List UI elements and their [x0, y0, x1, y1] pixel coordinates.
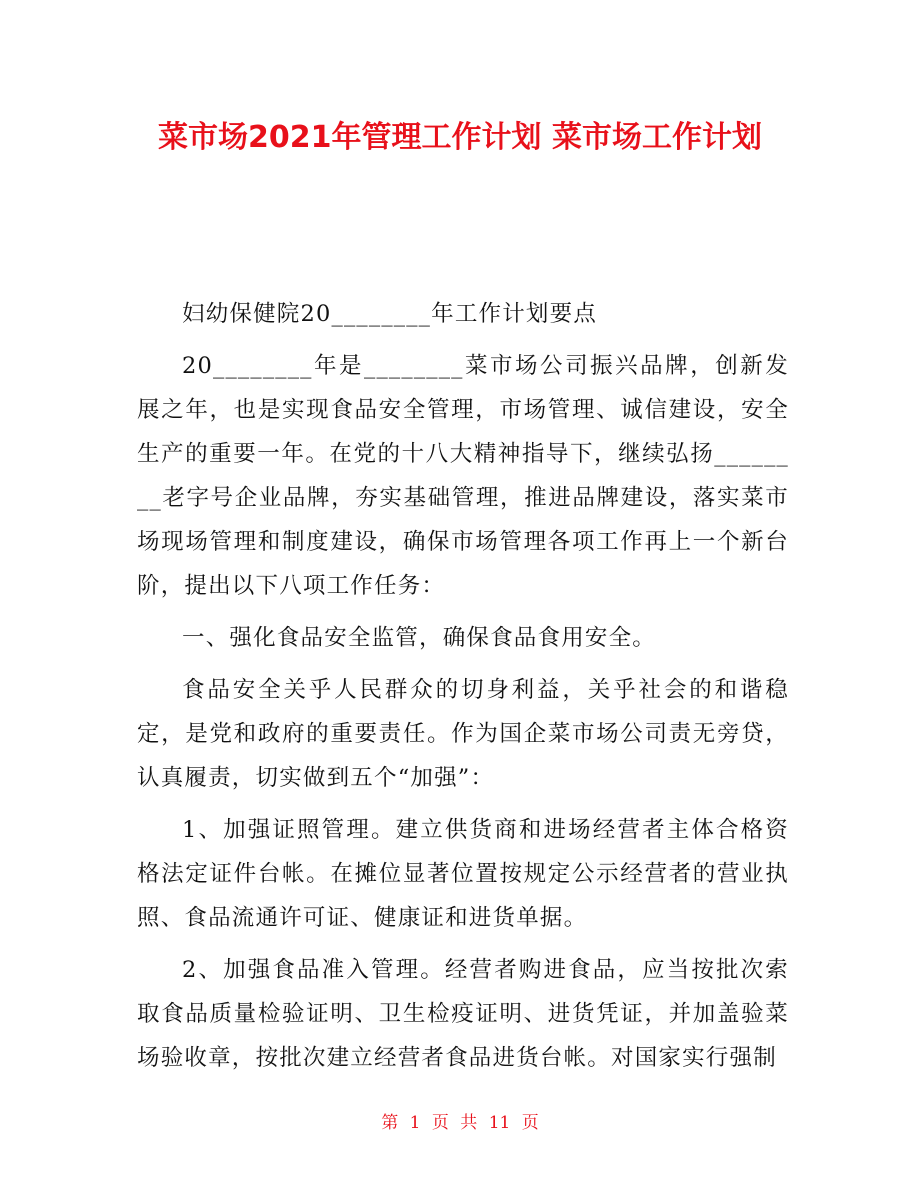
paragraph: 2、加强食品准入管理。经营者购进食品，应当按批次索取食品质量检验证明、卫生检疫证明、进货凭证，并加盖验菜场验收章，按批次建立经营者食品进货台帐。对国家实行强制	[137, 957, 789, 1071]
paragraph: 妇幼保健院20________年工作计划要点	[182, 301, 598, 327]
paragraph: 食品安全关乎人民群众的切身利益，关乎社会的和谐稳定，是党和政府的重要责任。作为国企菜市场公司责无旁贷，认真履责，切实做到五个“加强”：	[137, 677, 789, 791]
document-title: 菜市场2021年管理工作计划 菜市场工作计划	[158, 120, 762, 155]
document-body	[137, 292, 789, 1080]
page-number-footer: 第 1 页 共 11 页	[381, 1113, 539, 1133]
paragraph: 20________年是________菜市场公司振兴品牌，创新发展之年，也是实现食品安全管理，市场管理、诚信建设，安全生产的重要一年。在党的十八大精神指导下，继续弘扬________老字号企业品牌，夯实基础管理，推进品牌建设，落实菜市场现场管理和制度建设，确保市场管理各项工作再上一个新台阶，提出以下八项工作任务：	[137, 353, 789, 599]
paragraph: 1、加强证照管理。建立供货商和进场经营者主体合格资格法定证件台帐。在摊位显著位置按规定公示经营者的营业执照、食品流通许可证、健康证和进货单据。	[137, 817, 789, 931]
section-heading: 一、强化食品安全监管，确保食品食用安全。	[182, 625, 657, 651]
